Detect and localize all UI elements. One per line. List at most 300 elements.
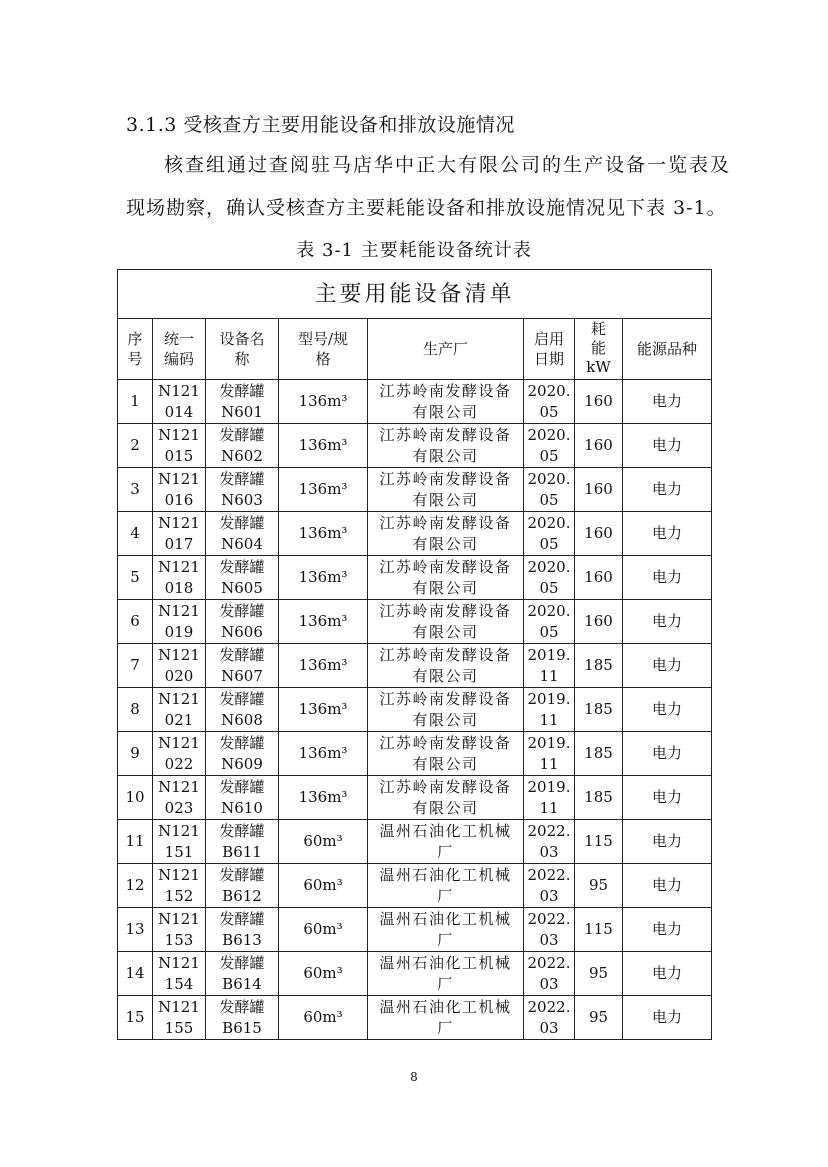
cell-power-text: 160 [584,480,613,498]
cell-model [279,380,368,424]
cell-seq [118,820,153,864]
cell-energy-text: 电力 [652,876,683,894]
cell-model [279,776,368,820]
cell-energy [623,732,712,776]
cell-energy [623,556,712,600]
cell-manufacturer-text: 厂 [437,842,454,861]
cell-energy-text: 电力 [652,744,683,762]
cell-name [206,688,279,732]
table-row [118,776,712,820]
cell-manufacturer-text: 江苏岭南发酵设备 [379,469,512,488]
cell-energy [623,952,712,996]
equipment-table [117,269,712,1040]
table-row [118,424,712,468]
cell-code-text: 018 [164,578,194,597]
cell-manufacturer [368,732,524,776]
cell-code-text: 016 [164,490,194,509]
cell-energy-text: 电力 [652,568,683,586]
cell-model [279,996,368,1040]
cell-name [206,556,279,600]
cell-energy-text: 电力 [652,480,683,498]
cell-manufacturer [368,556,524,600]
cell-manufacturer-text: 温州石油化工机械 [379,865,512,884]
cell-code [153,908,206,952]
cell-energy-text: 电力 [652,832,683,850]
cell-code-text: N121 [158,997,200,1016]
cell-manufacturer [368,864,524,908]
table-row [118,380,712,424]
cell-seq [118,556,153,600]
cell-energy [623,380,712,424]
header-power-line: 能 [590,339,606,357]
cell-code-text: N121 [158,601,200,620]
cell-manufacturer [368,644,524,688]
cell-name [206,776,279,820]
cell-power [575,952,623,996]
cell-name-text: 发酵罐 [219,777,265,796]
cell-code-text: N121 [158,733,200,752]
cell-manufacturer-text: 江苏岭南发酵设备 [379,601,512,620]
cell-model [279,644,368,688]
cell-manufacturer [368,996,524,1040]
cell-date-text: 2019. [527,777,571,796]
cell-energy-text: 电力 [652,524,683,542]
cell-code-text: 015 [164,446,194,465]
cell-model-text: 136m³ [298,656,348,674]
cell-model-text: 60m³ [303,964,343,982]
cell-date [524,996,575,1040]
cell-seq [118,952,153,996]
cell-seq-text: 14 [125,964,145,982]
cell-code-text: N121 [158,689,200,708]
cell-manufacturer-text: 有限公司 [412,446,479,465]
cell-date [524,512,575,556]
cell-energy-text: 电力 [652,700,683,718]
cell-date-text: 11 [539,666,559,685]
cell-energy [623,864,712,908]
cell-code [153,776,206,820]
cell-code [153,468,206,512]
cell-model-text: 136m³ [298,392,348,410]
cell-model [279,556,368,600]
cell-name [206,996,279,1040]
cell-manufacturer [368,380,524,424]
cell-power [575,512,623,556]
header-model-line: 型号/规 [297,329,349,348]
cell-code [153,996,206,1040]
cell-energy [623,688,712,732]
cell-manufacturer-text: 江苏岭南发酵设备 [379,777,512,796]
cell-code-text: N121 [158,513,200,532]
table-row [118,600,712,644]
cell-seq [118,644,153,688]
cell-manufacturer-text: 厂 [437,886,454,905]
header-energy: 能源品种 [623,319,712,380]
cell-name-text: N610 [221,798,263,817]
cell-manufacturer-text: 有限公司 [412,666,479,685]
cell-manufacturer-text: 厂 [437,974,454,993]
cell-date-text: 05 [539,578,559,597]
cell-seq [118,600,153,644]
table-row [118,996,712,1040]
cell-code-text: N121 [158,557,200,576]
cell-power [575,556,623,600]
cell-energy-text: 电力 [652,392,683,410]
cell-model-text: 136m³ [298,480,348,498]
cell-energy-text: 电力 [652,964,683,982]
cell-energy [623,820,712,864]
cell-manufacturer-text: 温州石油化工机械 [379,821,512,840]
cell-power-text: 185 [584,744,613,762]
cell-power-text: 115 [584,832,613,850]
cell-energy-text: 电力 [652,612,683,630]
cell-name-text: B615 [222,1018,262,1037]
cell-code-text: N121 [158,821,200,840]
cell-manufacturer [368,468,524,512]
cell-manufacturer [368,952,524,996]
cell-date [524,908,575,952]
cell-seq [118,996,153,1040]
cell-date-text: 05 [539,534,559,553]
cell-date-text: 05 [539,490,559,509]
cell-manufacturer-text: 江苏岭南发酵设备 [379,381,512,400]
cell-code [153,732,206,776]
cell-name-text: N603 [221,490,263,509]
cell-power [575,732,623,776]
header-power [575,319,623,380]
cell-code-text: N121 [158,865,200,884]
cell-date-text: 2022. [527,821,571,840]
cell-date [524,732,575,776]
cell-manufacturer-text: 温州石油化工机械 [379,953,512,972]
cell-date-text: 11 [539,754,559,773]
cell-manufacturer [368,600,524,644]
cell-code [153,688,206,732]
cell-model-text: 60m³ [303,876,343,894]
cell-date [524,820,575,864]
cell-power [575,908,623,952]
table-row [118,820,712,864]
cell-energy-text: 电力 [652,920,683,938]
cell-seq-text: 4 [130,524,140,542]
cell-name-text: 发酵罐 [219,645,265,664]
cell-date [524,688,575,732]
cell-code-text: N121 [158,381,200,400]
table-row [118,468,712,512]
cell-energy-text: 电力 [652,656,683,674]
cell-seq-text: 8 [130,700,140,718]
cell-seq-text: 2 [130,436,140,454]
cell-seq [118,424,153,468]
cell-manufacturer-text: 江苏岭南发酵设备 [379,513,512,532]
cell-seq-text: 6 [130,612,140,630]
cell-model-text: 136m³ [298,788,348,806]
cell-energy [623,512,712,556]
cell-code [153,380,206,424]
cell-code-text: N121 [158,777,200,796]
table-body [118,380,712,1040]
cell-code-text: 020 [164,666,194,685]
cell-date-text: 2020. [527,513,571,532]
page-number: 8 [410,1070,418,1084]
cell-model-text: 136m³ [298,568,348,586]
cell-seq-text: 1 [130,392,140,410]
cell-model-text: 136m³ [298,744,348,762]
cell-name-text: B611 [222,842,262,861]
cell-name [206,820,279,864]
cell-code-text: N121 [158,469,200,488]
cell-date [524,644,575,688]
cell-power-text: 185 [584,656,613,674]
cell-seq [118,468,153,512]
cell-code-text: 153 [164,930,194,949]
cell-manufacturer [368,908,524,952]
cell-seq-text: 12 [125,876,145,894]
cell-manufacturer [368,776,524,820]
cell-model [279,424,368,468]
cell-power [575,776,623,820]
cell-name [206,512,279,556]
header-name-line: 称 [234,349,250,368]
cell-energy [623,776,712,820]
cell-power-text: 95 [588,876,609,894]
cell-name [206,424,279,468]
cell-code-text: 152 [164,886,194,905]
cell-power [575,864,623,908]
cell-energy [623,644,712,688]
cell-manufacturer-text: 江苏岭南发酵设备 [379,557,512,576]
cell-name-text: N608 [221,710,263,729]
cell-name [206,600,279,644]
cell-seq [118,512,153,556]
cell-code [153,864,206,908]
cell-power-text: 185 [584,788,613,806]
cell-date-text: 05 [539,622,559,641]
cell-date [524,424,575,468]
cell-model [279,468,368,512]
cell-power-text: 160 [584,612,613,630]
cell-power-text: 160 [584,568,613,586]
cell-name-text: 发酵罐 [219,469,265,488]
cell-seq [118,688,153,732]
cell-model [279,952,368,996]
cell-code [153,600,206,644]
cell-date [524,468,575,512]
cell-date-text: 03 [539,930,559,949]
cell-date [524,864,575,908]
cell-date-text: 2020. [527,601,571,620]
cell-name-text: 发酵罐 [219,909,265,928]
header-seq [118,319,153,380]
cell-model [279,512,368,556]
cell-code [153,424,206,468]
cell-date-text: 11 [539,710,559,729]
section-heading: 3.1.3 受核查方主要用能设备和排放设施情况 [126,114,515,136]
cell-date [524,600,575,644]
cell-code-text: 022 [164,754,194,773]
header-code-line: 统一 [163,329,194,348]
cell-code-text: N121 [158,645,200,664]
cell-code [153,952,206,996]
cell-seq [118,732,153,776]
cell-manufacturer-text: 有限公司 [412,622,479,641]
cell-date-text: 2020. [527,557,571,576]
cell-seq [118,776,153,820]
table-row [118,732,712,776]
cell-name-text: 发酵罐 [219,953,265,972]
table-row [118,644,712,688]
cell-model-text: 136m³ [298,436,348,454]
cell-seq-text: 7 [130,656,140,674]
cell-model-text: 60m³ [303,920,343,938]
cell-power-text: 95 [588,964,609,982]
cell-power [575,600,623,644]
cell-code [153,512,206,556]
cell-power [575,820,623,864]
cell-name [206,468,279,512]
cell-power [575,468,623,512]
cell-model [279,864,368,908]
cell-manufacturer-text: 温州石油化工机械 [379,997,512,1016]
cell-date-text: 2022. [527,909,571,928]
cell-name [206,644,279,688]
cell-name-text: 发酵罐 [219,557,265,576]
cell-name [206,864,279,908]
cell-manufacturer-text: 有限公司 [412,578,479,597]
cell-model-text: 60m³ [303,832,343,850]
cell-energy [623,908,712,952]
cell-energy-text: 电力 [652,1008,683,1026]
cell-date-text: 2019. [527,645,571,664]
cell-seq-text: 10 [125,788,145,806]
cell-name-text: B612 [222,886,262,905]
cell-name-text: N605 [221,578,263,597]
cell-manufacturer-text: 有限公司 [412,798,479,817]
cell-energy [623,424,712,468]
cell-name-text: N607 [221,666,263,685]
cell-energy [623,600,712,644]
cell-name-text: B613 [222,930,262,949]
cell-manufacturer-text: 江苏岭南发酵设备 [379,645,512,664]
cell-energy [623,468,712,512]
cell-power [575,996,623,1040]
cell-model [279,820,368,864]
cell-power-text: 115 [584,920,613,938]
cell-seq-text: 15 [125,1008,145,1026]
cell-seq-text: 11 [125,832,145,850]
cell-date-text: 03 [539,1018,559,1037]
cell-date-text: 2020. [527,425,571,444]
cell-code-text: 017 [164,534,194,553]
header-model-line: 格 [315,349,331,368]
cell-date-text: 05 [539,446,559,465]
cell-date-text: 05 [539,402,559,421]
cell-date-text: 03 [539,974,559,993]
cell-power-text: 160 [584,392,613,410]
cell-model-text: 60m³ [303,1008,343,1026]
header-power-line: kW [586,358,611,376]
cell-power-text: 160 [584,524,613,542]
header-seq-line: 序 [127,329,143,348]
header-name [206,319,279,380]
header-date [524,319,575,380]
header-date-line: 启用 [533,329,564,348]
cell-name [206,908,279,952]
cell-date [524,952,575,996]
cell-date-text: 2019. [527,733,571,752]
paragraph-line-1: 核查组通过查阅驻马店华中正大有限公司的生产设备一览表及 [164,154,732,176]
cell-seq [118,908,153,952]
cell-model-text: 136m³ [298,612,348,630]
table-row [118,864,712,908]
cell-name-text: N609 [221,754,263,773]
cell-model [279,732,368,776]
cell-manufacturer-text: 有限公司 [412,490,479,509]
cell-code [153,644,206,688]
cell-model-text: 136m³ [298,524,348,542]
cell-manufacturer-text: 江苏岭南发酵设备 [379,425,512,444]
cell-name-text: 发酵罐 [219,689,265,708]
cell-date-text: 2020. [527,469,571,488]
cell-name-text: 发酵罐 [219,733,265,752]
cell-name-text: 发酵罐 [219,821,265,840]
cell-manufacturer [368,820,524,864]
cell-name-text: N606 [221,622,263,641]
cell-date [524,556,575,600]
cell-name-text: 发酵罐 [219,601,265,620]
cell-code-text: 155 [164,1018,194,1037]
cell-power-text: 160 [584,436,613,454]
cell-date-text: 2022. [527,953,571,972]
cell-date-text: 03 [539,886,559,905]
cell-code [153,556,206,600]
cell-code-text: N121 [158,909,200,928]
cell-code-text: 021 [164,710,194,729]
cell-energy-text: 电力 [652,788,683,806]
table-header-row [118,319,712,380]
table-row [118,512,712,556]
cell-manufacturer-text: 厂 [437,930,454,949]
table-row [118,908,712,952]
cell-seq-text: 13 [125,920,145,938]
cell-date-text: 2019. [527,689,571,708]
table-row [118,952,712,996]
cell-name-text: 发酵罐 [219,865,265,884]
cell-name-text: N604 [221,534,263,553]
cell-manufacturer-text: 有限公司 [412,754,479,773]
header-code-line: 编码 [163,349,194,368]
cell-seq-text: 3 [130,480,140,498]
cell-model [279,600,368,644]
cell-manufacturer [368,512,524,556]
cell-manufacturer-text: 温州石油化工机械 [379,909,512,928]
cell-code-text: 151 [164,842,194,861]
cell-date-text: 11 [539,798,559,817]
cell-manufacturer-text: 有限公司 [412,534,479,553]
cell-date-text: 2022. [527,865,571,884]
cell-code-text: N121 [158,425,200,444]
table-title: 主要用能设备清单 [118,270,712,319]
cell-manufacturer-text: 江苏岭南发酵设备 [379,689,512,708]
cell-name-text: N601 [221,402,263,421]
cell-seq [118,864,153,908]
cell-code-text: 014 [164,402,194,421]
cell-power [575,424,623,468]
cell-seq-text: 9 [130,744,140,762]
cell-code-text: 154 [164,974,194,993]
cell-power [575,688,623,732]
header-code [153,319,206,380]
